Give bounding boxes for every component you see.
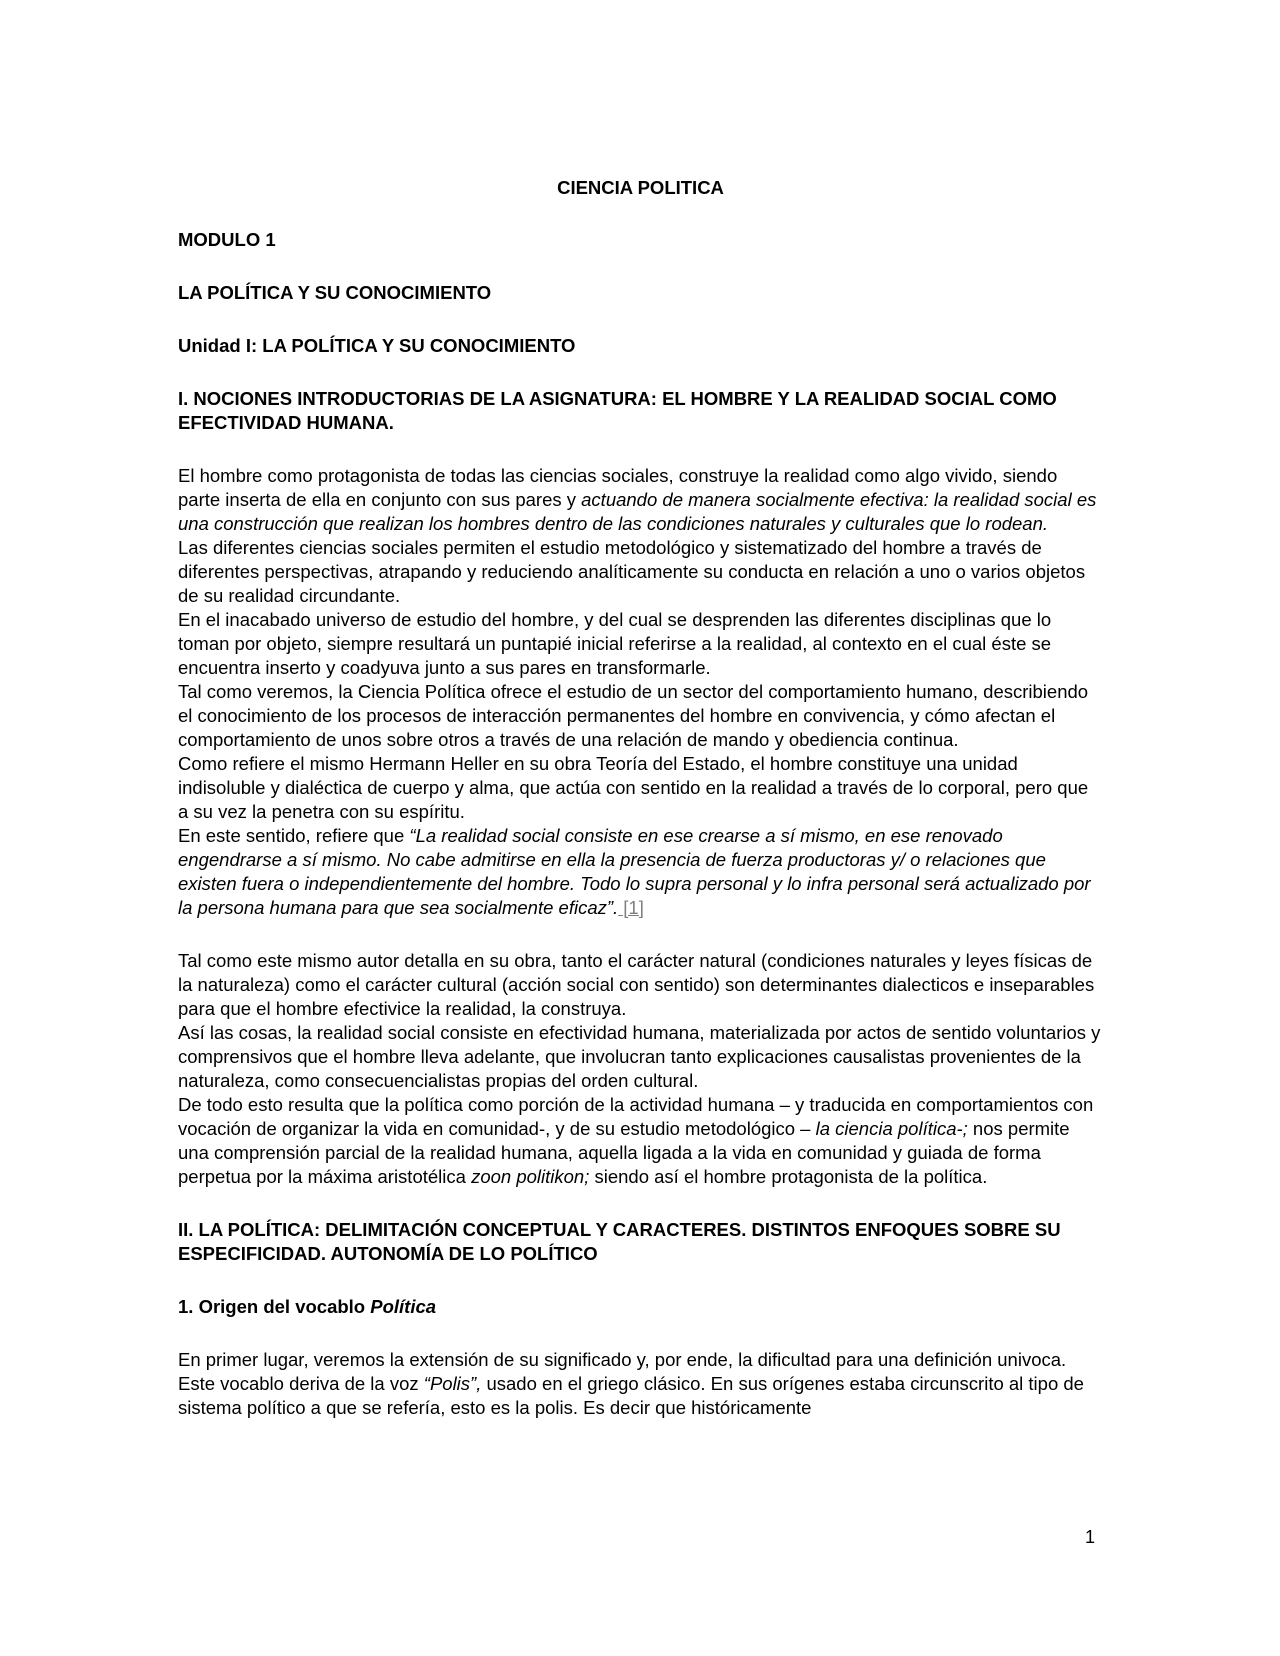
subsection-heading-italic: Política: [370, 1296, 437, 1317]
unit-heading: Unidad I: LA POLÍTICA Y SU CONOCIMIENTO: [178, 335, 576, 356]
paragraph-text: En este sentido, refiere que: [178, 825, 410, 846]
section-1-continued-text: [178, 949, 1103, 1189]
paragraph: Como refiere el mismo Hermann Heller en su obra Teoría del Estado, el hombre constituye una unidad indisoluble y dialéctica de cuerpo y alma, que actúa con sentido en la realidad a través de lo corporal, pero que a su vez la penetra con su espíritu.: [178, 753, 1089, 822]
document-body: [178, 176, 1103, 1420]
section-1-heading: I. NOCIONES INTRODUCTORIAS DE LA ASIGNATURA: EL HOMBRE Y LA REALIDAD SOCIAL COMO EFECTIVIDAD HUMANA.: [178, 388, 1057, 433]
page-number: 1: [1085, 1527, 1096, 1547]
module-subtitle: LA POLÍTICA Y SU CONOCIMIENTO: [178, 282, 492, 303]
paragraph-italic-text: “Polis”,: [423, 1373, 482, 1394]
paragraph-text: usado en el griego clásico. En sus orígenes estaba circunscrito al tipo de sistema político a que se refería, esto es la polis. Es decir que históricamente: [178, 1373, 1084, 1418]
section-1-text: [178, 464, 1103, 920]
paragraph-italic-text: zoon politikon;: [471, 1166, 590, 1187]
paragraph: [178, 824, 1103, 920]
paragraph-text: siendo así el hombre protagonista de la política.: [589, 1166, 988, 1187]
paragraph-text: El hombre como protagonista de todas las ciencias sociales, construye la realidad como algo vivido, siendo parte inserta de ella en conjunto con sus pares y: [178, 465, 1058, 510]
subsection-heading: [178, 1295, 1103, 1319]
subsection-heading-text: 1. Origen del vocablo: [178, 1296, 371, 1317]
paragraph-italic-text: actuando de manera socialmente efectiva: la realidad social es una construcción que realizan los hombres dentro de las condiciones naturales y culturales que lo rodean.: [178, 489, 1097, 534]
footnote-link[interactable]: [1]: [618, 897, 644, 918]
paragraph: En el inacabado universo de estudio del hombre, y del cual se desprenden las diferentes disciplinas que lo toman por objeto, siempre resultará un puntapié inicial referirse a la realidad, al contexto en el cual éste se encuentra inserto y coadyuva junto a sus pares en transformarle.: [178, 609, 1052, 678]
paragraph: [178, 1348, 1103, 1420]
paragraph-text: En primer lugar, veremos la extensión de su significado y, por ende, la dificultad para una definición univoca. Este vocablo deriva de la voz: [178, 1349, 1067, 1394]
section-2-heading: II. LA POLÍTICA: DELIMITACIÓN CONCEPTUAL Y CARACTERES. DISTINTOS ENFOQUES SOBRE SU ESPECIFICIDAD. AUTONOMÍA DE LO POLÍTICO: [178, 1219, 1061, 1264]
paragraph-italic-text: la ciencia política-;: [815, 1118, 968, 1139]
paragraph: Así las cosas, la realidad social consiste en efectividad humana, materializada por actos de sentido voluntarios y comprensivos que el hombre lleva adelante, que involucran tanto explicaciones causalistas provenientes de la naturaleza, como consecuencialistas propias del orden cultural.: [178, 1022, 1101, 1091]
quote-italic-text: “La realidad social consiste en ese crearse a sí mismo, en ese renovado engendrarse a sí mismo. No cabe admitirse en ella la presencia de fuerza productoras y/ o relaciones que existen fuera o independientemente del hombre. Todo lo supra personal y lo infra personal será actualizado por la persona humana para que sea socialmente eficaz”.: [178, 825, 1091, 918]
paragraph: Tal como este mismo autor detalla en su obra, tanto el carácter natural (condiciones naturales y leyes físicas de la naturaleza) como el carácter cultural (acción social con sentido) son determinantes dialecticos e inseparables para que el hombre efectivice la realidad, la construya.: [178, 950, 1095, 1019]
document-title: CIENCIA POLITICA: [557, 177, 724, 198]
section-2-text: [178, 1348, 1103, 1420]
paragraph-text: nos permite una comprensión parcial de la realidad humana, aquella ligada a la vida en comunidad y guiada de forma perpetua por la máxima aristotélica: [178, 1118, 1070, 1187]
module-heading: MODULO 1: [178, 229, 276, 250]
paragraph: [178, 1093, 1103, 1189]
paragraph: [178, 464, 1103, 536]
paragraph-text: De todo esto resulta que la política como porción de la actividad humana – y traducida en comportamientos con vocación de organizar la vida en comunidad-, y de su estudio metodológico –: [178, 1094, 1094, 1139]
paragraph: Las diferentes ciencias sociales permiten el estudio metodológico y sistematizado del hombre a través de diferentes perspectivas, atrapando y reduciendo analíticamente su conducta en relación a uno o varios objetos de su realidad circundante.: [178, 537, 1086, 606]
paragraph: Tal como veremos, la Ciencia Política ofrece el estudio de un sector del comportamiento humano, describiendo el conocimiento de los procesos de interacción permanentes del hombre en convivencia, y cómo afectan el comportamiento de unos sobre otros a través de una relación de mando y obediencia continua.: [178, 681, 1089, 750]
